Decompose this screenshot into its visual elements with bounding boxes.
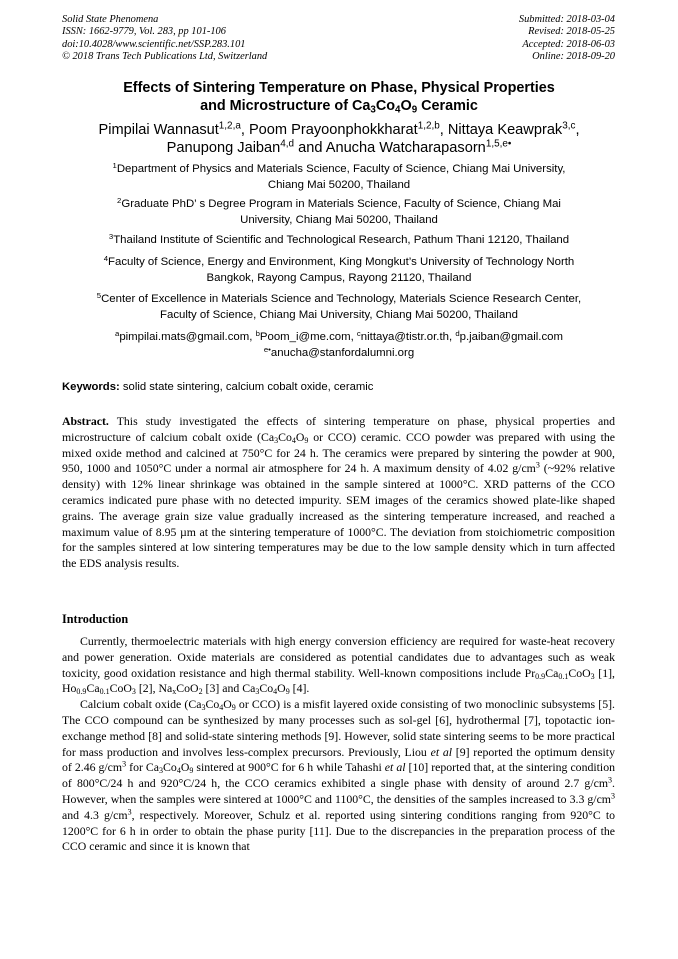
affiliation-1: $^1$Department of Physics and Materials Science, Faculty of Science, Chiang Mai University, Chiang Mai 50200, Thailand bbox=[112, 160, 566, 191]
journal-name: Solid State Phenomena bbox=[62, 14, 159, 25]
affiliation-3: $^3$Thailand Institute of Scientific and Technological Research, Pathum Thani 12120, Thailand bbox=[108, 231, 570, 246]
affiliation-2: $^2$Graduate PhD’ s Degree Program in Materials Science, Faculty of Science, Chiang Mai University, Chiang Mai 50200, Thailand bbox=[117, 195, 561, 226]
title-line-2: and Microstructure of $Ca_3Co_4O_9$ Ceramic bbox=[200, 98, 478, 116]
journal-issn: ISSN: 1662-9779, Vol. 283, pp 101-106 bbox=[62, 26, 226, 38]
journal-copyright: © 2018 Trans Tech Publications Ltd, Switzerland bbox=[62, 50, 268, 62]
paper-title bbox=[62, 79, 616, 115]
date-revised: Revised: 2018-05-25 bbox=[528, 26, 615, 38]
intro-paragraph-1: Currently, thermoelectric materials with high energy conversion efficiency are required for waste-heat recovery and power generation. Oxide materials are considered as potential candidates due to advantages such as weak toxicity, good oxidation resistance and high thermal stability. Well-known compositions include $Pr_{0.9}Ca_{0.1}CoO_3$ [1], $Ho_{0.9}Ca_{0.1}CoO_3$ [2], $Na_xCoO_2$ [3] and $Ca_3Co_4O_9$ [4]. bbox=[62, 634, 616, 697]
email-b[interactable]: Poom_i@me.com, bbox=[259, 331, 357, 343]
email-c[interactable]: nittaya@tistr.or.th, bbox=[360, 331, 456, 343]
title-line-1: Effects of Sintering Temperature on Phase, Physical Properties bbox=[123, 80, 555, 96]
email-a[interactable]: pimpilai.mats@gmail.com, bbox=[119, 331, 256, 343]
email-e[interactable]: anucha@stanfordalumni.org bbox=[270, 346, 415, 359]
email-d[interactable]: p.jaiban@gmail.com bbox=[459, 331, 563, 343]
date-online: Online: 2018-09-20 bbox=[532, 50, 615, 62]
affiliation-4: $^4$Faculty of Science, Energy and Environment, King Mongkut’s University of Technology North Bangkok, Rayong Campus, Rayong 21120, Thailand bbox=[103, 253, 575, 284]
publication-dates bbox=[519, 14, 615, 63]
journal-info bbox=[62, 14, 267, 63]
keywords-text: solid state sintering, calcium cobalt oxide, ceramic bbox=[119, 381, 374, 393]
abstract-label: Abstract. bbox=[62, 414, 109, 428]
author-line-2: Panupong Jaiban$^{4,d}$ and Anucha Watcharapasorn$^{1,5,e•}$ bbox=[166, 138, 512, 156]
author-line-1: Pimpilai Wannasut$^{1,2,a}$, Poom Prayoonphokkharat$^{1,2,b}$, Nittaya Keawprak$^{3,c}$, bbox=[98, 120, 580, 138]
date-submitted: Submitted: 2018-03-04 bbox=[518, 14, 615, 25]
introduction-heading: Introduction bbox=[62, 612, 129, 626]
introduction-body bbox=[62, 634, 615, 855]
keywords-label: Keywords: bbox=[62, 381, 120, 393]
keywords bbox=[62, 380, 616, 395]
date-accepted: Accepted: 2018-06-03 bbox=[522, 38, 615, 50]
author-list bbox=[62, 121, 616, 157]
abstract: Abstract. This study investigated the effects of sintering temperature on phase, physical properties and microstructure of calcium cobalt oxide ($Ca_3Co_4O_9$ or CCO) ceramic. CCO powder was prepared with using the mixed oxide method and calcined at 750°C for 24 h. The ceramics were prepared by sintering the powder at 900, 950, 1000 and 1050°C under a normal air atmosphere for 24 h. A maximum density of 4.02 $g/cm^3$ (~92% relative density) with 12% linear shrinkage was obtained in the sample sintered at 1000°C. XRD patterns of the CCO ceramics indicated pure phase with no detected impurity. SEM images of the ceramics showed plate-like shaped grains. The average grain size value gradually increased as the sintering temperature increased, and reached a maximum value of 8.95 µm at the sintering temperature of 1000°C. The deviation from stoichiometric composition for the samples sintered at low sintering temperatures may be due to the low sample density which in turn affected the EDS analysis results. bbox=[62, 414, 615, 571]
affiliation-5: $^5$Center of Excellence in Materials Science and Technology, Materials Science Research Center, Faculty of Science, Chiang Mai University, Chiang Mai 50200, Thailand bbox=[96, 290, 582, 321]
journal-doi[interactable]: doi:10.4028/www.scientific.net/SSP.283.101 bbox=[62, 38, 246, 50]
intro-paragraph-2: Calcium cobalt oxide ($Ca_3Co_4O_9$ or CCO) is a misfit layered oxide consisting of two monoclinic subsystems [5]. The CCO compound can be synthesized by many processes such as sol-gel [6], hydrothermal [7], topotactic ion-exchange method [8] and solid-state sintering methods [9]. However, solid state sintering seems to be more practical for mass production and involves less-complex precursors. Previously, Liou et al [9] reported the optimum density of 2.46 $g/cm^3$ for $Ca_3Co_4O_9$ sintered at 900°C for 6 h while Tahashi et al [10] reported that, at the sintering condition of 800°C/24 h and 920°C/24 h, the CCO ceramics exhibited a single phase with density of around 2.7 $g/cm^3$. However, when the samples were sintered at 1000°C and 1100°C, the densities of the samples increased to 3.3 $g/cm^3$ and 4.3 $g/cm^3$, respectively. Moreover, Schulz et al. reported using sintering conditions ranging from 920°C to 1200°C for 6 h in order to obtain the phase purity [11]. Due to the discrepancies in the preparation process of the CCO ceramic and since it is known that bbox=[62, 697, 616, 854]
author-emails: $^a$pimpilai.mats@gmail.com, $^b$Poom_i@me.com, $^c$nittaya@tistr.or.th, $^d$p.jaiban@gmail.com $^{e•}$anucha@stanfordalumni.org bbox=[115, 328, 563, 359]
